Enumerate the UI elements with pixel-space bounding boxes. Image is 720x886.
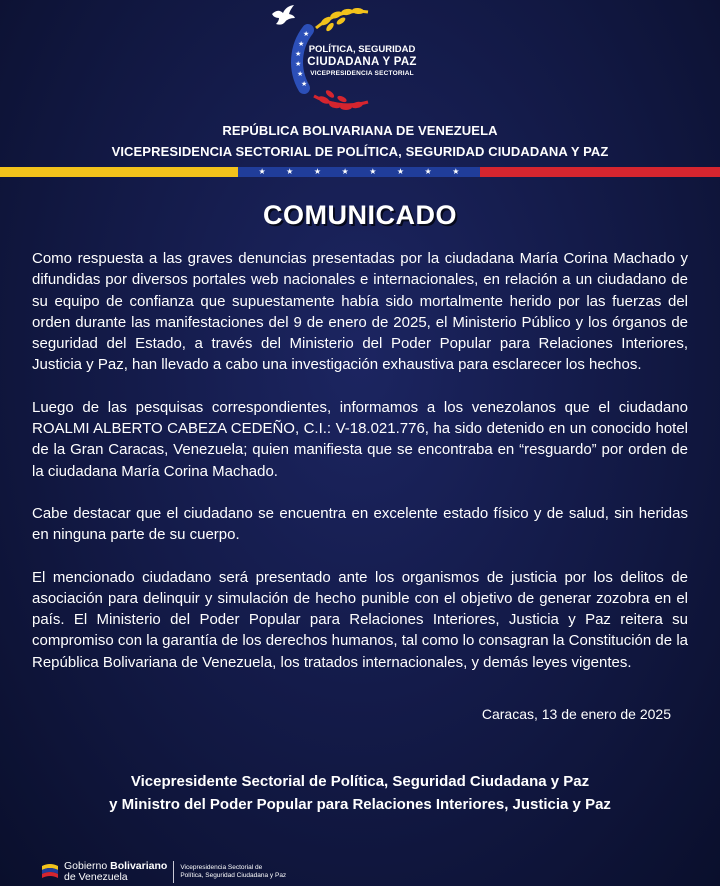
paragraph: El mencionado ciudadano será presentado ante los organismos de justicia por los delitos de asociación para delinquir y simulación de hecho punible con el objetivo de generar zozobra en el país. El Ministerio del Poder Popular para Relaciones Interiores, Justicia y Paz reitera su compromiso con la garantía de los derechos humanos, tal como lo consagran la Constitución de la República Bolivariana de Venezuela, los tratados internacionales, y demás leyes vigentes.: [32, 568, 688, 671]
flag-star-icon: ★: [341, 167, 349, 176]
footer-gov-prefix: Gobierno: [64, 860, 111, 872]
flag-red: [480, 167, 720, 177]
footer-vp-line2: Política, Seguridad Ciudadana y Paz: [180, 872, 287, 879]
flag-star-icon: ★: [424, 167, 432, 176]
statement-body: [32, 248, 688, 694]
signature-line-2: y Ministro del Poder Popular para Relaciones Interiores, Justicia y Paz: [109, 796, 611, 813]
svg-text:★: ★: [301, 80, 308, 88]
signature-block: [0, 770, 720, 816]
footer-government: [64, 861, 167, 883]
footer: [40, 860, 286, 884]
flag-star-icon: ★: [369, 167, 377, 176]
paragraph: Luego de las pesquisas correspondientes, informamos a los venezolanos que el ciudadano ROALMI ALBERTO CABEZA CEDEÑO, C.I.: V-18.021.776, ha sido detenido en un conocido hotel de la Gran Caracas, Venezuela; quien manifiesta que se encontraba en “resguardo” por orden de la ciudadana María Corina Machado.: [32, 398, 688, 480]
flag-stars: [238, 166, 480, 178]
logo-line-2: CIUDADANA Y PAZ: [307, 56, 417, 68]
flag-star-icon: ★: [258, 167, 266, 176]
flag-star-icon: ★: [286, 167, 294, 176]
ministry-logo: [270, 4, 450, 112]
issue-date: Caracas, 13 de enero de 2025: [481, 706, 671, 722]
flag-yellow: [0, 167, 238, 177]
flag-star-icon: ★: [396, 167, 405, 176]
paragraph: Cabe destacar que el ciudadano se encuentra en excelente estado físico y de salud, sin heridas en ninguna parte de su cuerpo.: [32, 504, 688, 544]
dove-icon: [270, 4, 296, 28]
flag-stripe: [0, 167, 720, 177]
flag-star-icon: ★: [452, 167, 460, 176]
header-country: REPÚBLICA BOLIVARIANA DE VENEZUELA: [222, 123, 498, 138]
footer-vp-line1: Vicepresidencia Sectorial de: [180, 864, 263, 871]
svg-text:★: ★: [303, 30, 310, 38]
venezuela-flag-icon: [40, 862, 60, 882]
logo-line-1: POLÍTICA, SEGURIDAD: [308, 44, 416, 55]
svg-text:★: ★: [298, 40, 305, 48]
svg-text:★: ★: [295, 60, 302, 68]
flag-star-icon: ★: [313, 167, 322, 176]
header-office: VICEPRESIDENCIA SECTORIAL DE POLÍTICA, SEGURIDAD CIUDADANA Y PAZ: [111, 144, 609, 159]
footer-vicepresidency: [180, 864, 286, 880]
svg-text:★: ★: [297, 70, 304, 78]
footer-gov-line2: de Venezuela: [64, 871, 128, 883]
signature-line-1: Vicepresidente Sectorial de Política, Seguridad Ciudadana y Paz: [130, 773, 590, 790]
paragraph: Como respuesta a las graves denuncias presentadas por la ciudadana María Corina Machado y difundidas por diversos portales web nacionales e internacionales, en relación a un ciudadano de su equipo de confianza que supuestamente había sido mortalmente herido por las fuerzas del orden durante las manifestaciones del 9 de enero de 2025, el Ministerio Público y los órganos de seguridad del Estado, a través del Ministerio del Poder Popular para Relaciones Interiores, Justicia y Paz, han llevado a cabo una investigación exhaustiva para esclarecer los hechos.: [32, 250, 688, 374]
footer-gov-bold: Bolivariano: [110, 860, 168, 872]
footer-divider: [173, 861, 174, 883]
page-title: COMUNICADO: [263, 200, 457, 230]
document-header: [0, 120, 720, 162]
flag-blue: [238, 167, 480, 177]
logo-line-3: VICEPRESIDENCIA SECTORIAL: [310, 70, 414, 77]
svg-text:★: ★: [295, 50, 302, 58]
